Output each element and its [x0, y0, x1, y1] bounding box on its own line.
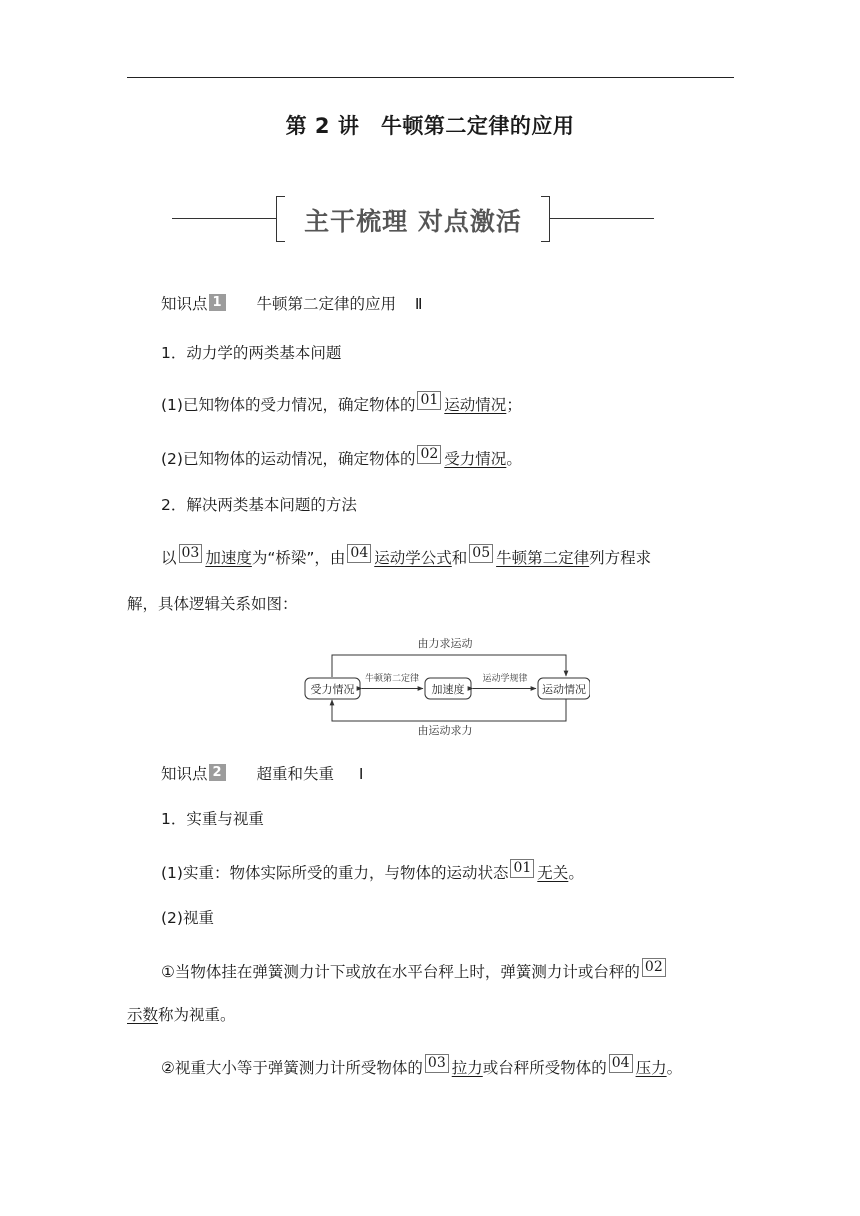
kp1-q1-prefix: (1)已知物体的受力情况，确定物体的 [161, 396, 416, 414]
kp2-q1-end: 。 [568, 864, 584, 882]
answer: 压力 [635, 1059, 667, 1077]
section-banner [172, 196, 654, 242]
kp1-method-line1 [161, 544, 651, 570]
box-motion-label: 运动情况 [542, 683, 586, 696]
kp2-level: Ⅰ [358, 765, 364, 783]
answer: 受力情况 [444, 450, 507, 468]
kp1-badge: 1 [209, 294, 226, 311]
kp1-heading [161, 292, 423, 316]
banner-right-bracket [541, 196, 550, 242]
kp1-section1-heading: 1．动力学的两类基本问题 [161, 344, 342, 362]
kp2-c1-text: ①当物体挂在弹簧测力计下或放在水平台秤上时，弹簧测力计或台秤的 [161, 963, 640, 981]
banner-left-bracket [276, 196, 285, 242]
answer: 运动情况 [444, 396, 507, 414]
kp1-question1 [161, 391, 522, 417]
kp1-q2-end: 。 [506, 450, 522, 468]
blank-number: 04 [609, 1054, 633, 1073]
blank-number: 02 [642, 958, 666, 977]
blank-number: 03 [425, 1054, 449, 1073]
kp1-m-p3: 和 [451, 549, 468, 567]
answer: 示数 [127, 1006, 159, 1024]
kp2-clause2 [161, 1054, 682, 1080]
kp2-badge: 2 [209, 764, 226, 781]
right-arrow-label: 运动学规律 [482, 674, 528, 684]
answer: 运动学公式 [374, 549, 452, 567]
kp1-level: Ⅱ [414, 295, 423, 313]
kp2-c2-end: 。 [666, 1059, 683, 1077]
blank-number: 01 [417, 391, 441, 410]
blank-number: 02 [417, 445, 441, 464]
answer: 牛顿第二定律 [496, 549, 590, 567]
kp1-label: 知识点 [161, 295, 208, 313]
kp2-section1-heading: 1．实重与视重 [161, 810, 264, 828]
box-acceleration-label: 加速度 [431, 683, 465, 696]
kp2-c1-end: 称为视重。 [158, 1006, 236, 1024]
kp1-title: 牛顿第二定律的应用 [256, 295, 396, 313]
banner-left-rule [172, 218, 276, 219]
page-title: 第 2 讲 牛顿第二定律的应用 [285, 114, 575, 138]
kp1-m-p4: 列方程求 [589, 549, 652, 567]
banner-text: 主干梳理 对点激活 [304, 207, 522, 236]
kp1-section2-heading: 2．解决两类基本问题的方法 [161, 496, 357, 514]
kp1-m-p1: 以 [161, 549, 177, 567]
kp1-m-p2: 为“桥梁”，由 [251, 549, 346, 567]
banner-right-rule [550, 218, 654, 219]
blank-number: 05 [469, 544, 493, 563]
kp2-question1 [161, 859, 584, 885]
kp2-q1-prefix: (1)实重：物体实际所受的重力，与物体的运动状态 [161, 864, 509, 882]
kp2-clause1-line1 [161, 958, 669, 984]
kp1-method-line2: 解，具体逻辑关系如图： [127, 595, 298, 613]
kp2-clause1-line2 [127, 1003, 236, 1027]
blank-number: 04 [347, 544, 371, 563]
kp2-c2-p2: 或台秤所受物体的 [482, 1059, 607, 1077]
top-rule [127, 77, 734, 78]
bottom-path-arrow [332, 699, 566, 721]
kp1-question2 [161, 445, 522, 471]
blank-number: 01 [510, 859, 534, 878]
left-arrow-label: 牛顿第二定律 [364, 674, 420, 684]
kp2-title: 超重和失重 [256, 765, 334, 783]
top-path-label: 由力求运动 [417, 637, 473, 650]
kp2-question2-heading: (2)视重 [161, 909, 214, 927]
kp1-q2-prefix: (2)已知物体的运动情况，确定物体的 [161, 450, 416, 468]
kp2-label: 知识点 [161, 765, 208, 783]
answer: 拉力 [451, 1059, 483, 1077]
kp1-q1-end: ； [506, 396, 522, 414]
kp2-c2-p1: ②视重大小等于弹簧测力计所受物体的 [161, 1059, 423, 1077]
logic-diagram [300, 633, 590, 743]
bottom-path-label: 由运动求力 [417, 724, 473, 737]
blank-number: 03 [179, 544, 203, 563]
kp2-heading [161, 762, 363, 786]
box-force-label: 受力情况 [310, 683, 355, 696]
answer: 无关 [537, 864, 569, 882]
answer: 加速度 [205, 549, 252, 567]
